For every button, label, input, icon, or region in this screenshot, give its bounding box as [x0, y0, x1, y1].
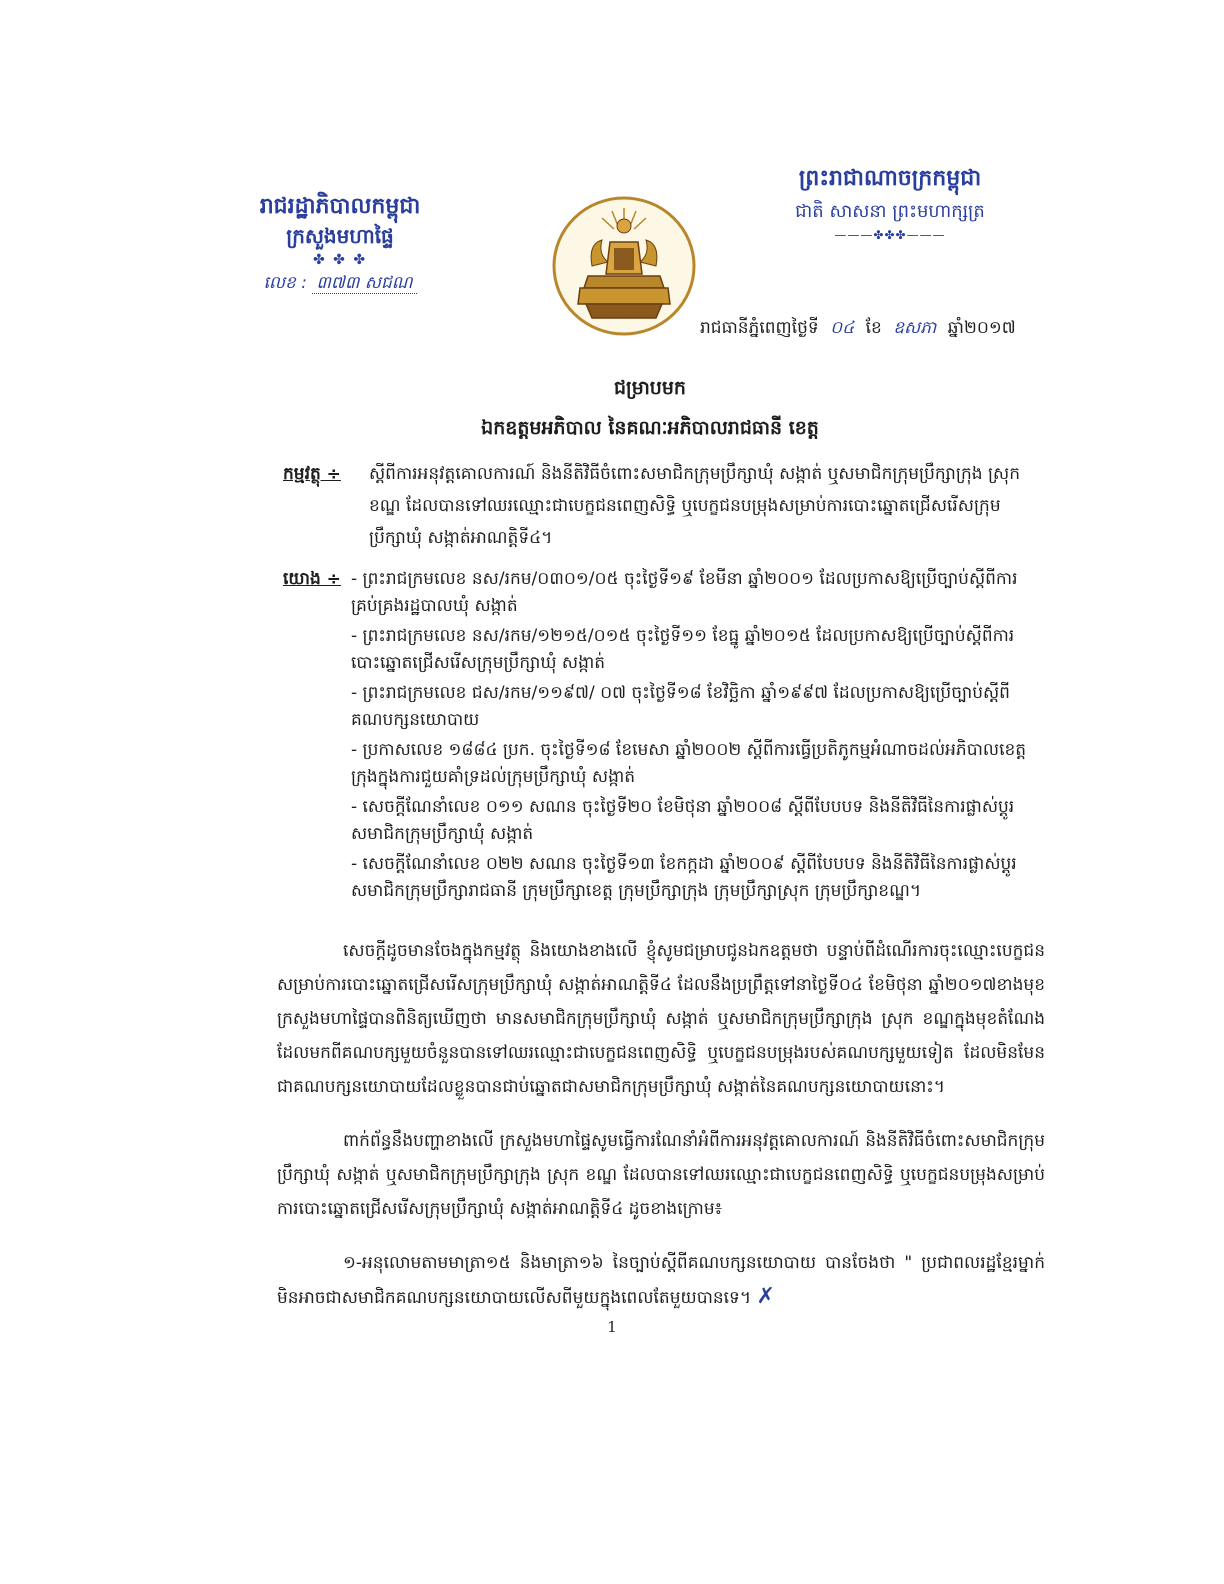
- reference-item: - សេចក្តីណែនាំលេខ ០២២ សណន ចុះថ្ងៃទី១៣ ខែកក្កដា ឆ្នាំ២០០៩ ស្តីពីបែបបទ និងនីតិវិធីនៃការផ្លាស់ប្តូរសមាជិកក្រុមប្រឹក្សារាជធានី ក្រុមប្រឹក្សាខេត្ត ក្រុមប្រឹក្សាក្រុង ក្រុមប្រឹក្សាស្រុក ក្រុមប្រឹក្សាខណ្ឌ។: [351, 854, 1017, 901]
- body-paragraph-2: ពាក់ព័ន្ធនឹងបញ្ហាខាងលើ ក្រសួងមហាផ្ទៃសូមធ្វើការណែនាំអំពីការអនុវត្តគោលការណ៍ និងនីតិវិធីចំពោះសមាជិកក្រុមប្រឹក្សាឃុំ សង្កាត់ ឬសមាជិកក្រុមប្រឹក្សាក្រុង ស្រុក ខណ្ឌ ដែលបានទៅឈរឈ្មោះជាបេក្ខជនពេញសិទ្ធិ ឬបេក្ខជនបម្រុងសម្រាប់ការបោះឆ្នោតជ្រើសរើសក្រុមប្រឹក្សាឃុំ សង្កាត់អាណត្តិទី៤ ដូចខាងក្រោម៖: [277, 1131, 1045, 1219]
- reference-number: [225, 270, 455, 296]
- subject-label: កម្មវត្ថុ ÷: [283, 464, 341, 484]
- national-motto: ជាតិ សាសនា ព្រះមហាក្សត្រ: [795, 201, 985, 222]
- subject-text: ស្តីពីការអនុវត្តគោលការណ៍ និងនីតិវិធីចំពោះសមាជិកក្រុមប្រឹក្សាឃុំ សង្កាត់ ឬសមាជិកក្រុមប្រឹក្សាក្រុង ស្រុក ខណ្ឌ ដែលបានទៅឈរឈ្មោះជាបេក្ខជនពេញសិទ្ធិ ឬបេក្ខជនបម្រុងសម្រាប់ការបោះឆ្នោតជ្រើសរើសក្រុមប្រឹក្សាឃុំ សង្កាត់អាណត្តិទី៤។: [369, 464, 1020, 548]
- royal-emblem-icon: [552, 196, 696, 336]
- recipient-title: ឯកឧត្តមអភិបាល នៃគណៈអភិបាលរាជធានី ខេត្ត: [481, 417, 819, 439]
- reference-item: - សេចក្តីណែនាំលេខ ០១១ សណន ចុះថ្ងៃទី២០ ខែមិថុនា ឆ្នាំ២០០៨ ស្តីពីបែបបទ និងនីតិវិធីនៃការផ្លាស់ប្តូរសមាជិកក្រុមប្រឹក្សាឃុំ សង្កាត់: [351, 797, 1015, 844]
- ministry-name: ក្រសួងមហាផ្ទៃ: [286, 224, 394, 248]
- references-label: យោង ÷: [283, 569, 341, 589]
- reference-label: លេខ :: [263, 273, 307, 293]
- kingdom-header: [740, 162, 1040, 242]
- page-number: 1: [607, 1318, 617, 1336]
- ministry-ornament: ✤ ✤ ✤: [312, 252, 368, 268]
- kingdom-name: ព្រះរាជាណាចក្រកម្ពុជា: [798, 166, 982, 191]
- reference-value: ៣៧៣ សជណ: [312, 273, 416, 294]
- date-prefix: រាជធានីភ្នំពេញថ្ងៃទី: [700, 318, 819, 338]
- date-year: ឆ្នាំ២០១៧: [947, 318, 1016, 338]
- body-paragraph-1: សេចក្តីដូចមានចែងក្នុងកម្មវត្ថុ និងយោងខាងលើ ខ្ញុំសូមជម្រាបជូនឯកឧត្តមថា បន្ទាប់ពីដំណើរការចុះឈ្មោះបេក្ខជនសម្រាប់ការបោះឆ្នោតជ្រើសរើសក្រុមប្រឹក្សាឃុំ សង្កាត់អាណត្តិទី៤ ដែលនឹងប្រព្រឹត្តទៅនាថ្ងៃទី០៤ ខែមិថុនា ឆ្នាំ២០១៧ខាងមុខ ក្រសួងមហាផ្ទៃបានពិនិត្យឃើញថា មានសមាជិកក្រុមប្រឹក្សាឃុំ សង្កាត់ ឬសមាជិកក្រុមប្រឹក្សាក្រុង ស្រុក ខណ្ឌក្នុងមុខតំណែងដែលមកពីគណបក្សមួយចំនួនបានទៅឈរឈ្មោះជាបេក្ខជនពេញសិទ្ធិ ឬបេក្ខជនបម្រុងរបស់គណបក្សមួយទៀត ដែលមិនមែនជាគណបក្សនយោបាយដែលខ្លួនបានជាប់ឆ្នោតជាសមាជិកក្រុមប្រឹក្សាឃុំ សង្កាត់នៃគណបក្សនយោបាយនោះ។: [277, 941, 1045, 1097]
- body-paragraph-3: [277, 1246, 1045, 1315]
- date-month: ឧសភា: [893, 318, 937, 338]
- subject-block: [283, 458, 1043, 554]
- reference-item: - ព្រះរាជក្រមលេខ នស/រកម/០៣០១/០៥ ចុះថ្ងៃទី១៩ ខែមីនា ឆ្នាំ២០០១ ដែលប្រកាសឱ្យប្រើច្បាប់ស្តីពីការគ្រប់គ្រងរដ្ឋបាលឃុំ សង្កាត់: [351, 569, 1018, 616]
- kingdom-ornament: ———✤✤✤———: [834, 228, 946, 242]
- reference-item: - ប្រកាសលេខ ១៨៨៤ ប្រក. ចុះថ្ងៃទី១៨ ខែមេសា ឆ្នាំ២០០២ ស្តីពីការធ្វើប្រតិភូកម្មអំណាចដល់អភិបាលខេត្ត ក្រុងក្នុងការជួយគាំទ្រដល់ក្រុមប្រឹក្សាឃុំ សង្កាត់: [351, 740, 1027, 787]
- date-day: ០៤: [830, 318, 855, 338]
- date-month-label: ខែ: [865, 318, 882, 338]
- reference-item: - ព្រះរាជក្រមលេខ ជស/រកម/១១៩៧/ ០៧ ចុះថ្ងៃទី១៨ ខែវិច្ឆិកា ឆ្នាំ១៩៩៧ ដែលប្រកាសឱ្យប្រើច្បាប់ស្តីពីគណបក្សនយោបាយ: [351, 683, 1010, 730]
- government-name: រាជរដ្ឋាភិបាលកម្ពុជា: [259, 194, 421, 219]
- ministry-header: [225, 192, 455, 296]
- initial-mark-icon: ✗: [756, 1284, 775, 1309]
- body-paragraph-3-text: ១-អនុលោមតាមមាត្រា១៥ និងមាត្រា១៦ នៃច្បាប់ស្តីពីគណបក្សនយោបាយ បានចែងថា " ប្រជាពលរដ្ឋខ្មែរម្នាក់ មិនអាចជាសមាជិកគណបក្សនយោបាយលើសពីមួយក្នុងពេលតែមួយបានទេ។: [277, 1253, 1045, 1308]
- salutation: ជម្រាបមក: [614, 377, 686, 399]
- references-block: [283, 566, 1043, 908]
- references-list: [283, 566, 1043, 905]
- date-line: [700, 314, 1040, 342]
- reference-item: - ព្រះរាជក្រមលេខ នស/រកម/១២១៥/០១៥ ចុះថ្ងៃទី១១ ខែធ្នូ ឆ្នាំ២០១៥ ដែលប្រកាសឱ្យប្រើច្បាប់ស្តីពីការបោះឆ្នោតជ្រើសរើសក្រុមប្រឹក្សាឃុំ សង្កាត់: [351, 626, 1015, 673]
